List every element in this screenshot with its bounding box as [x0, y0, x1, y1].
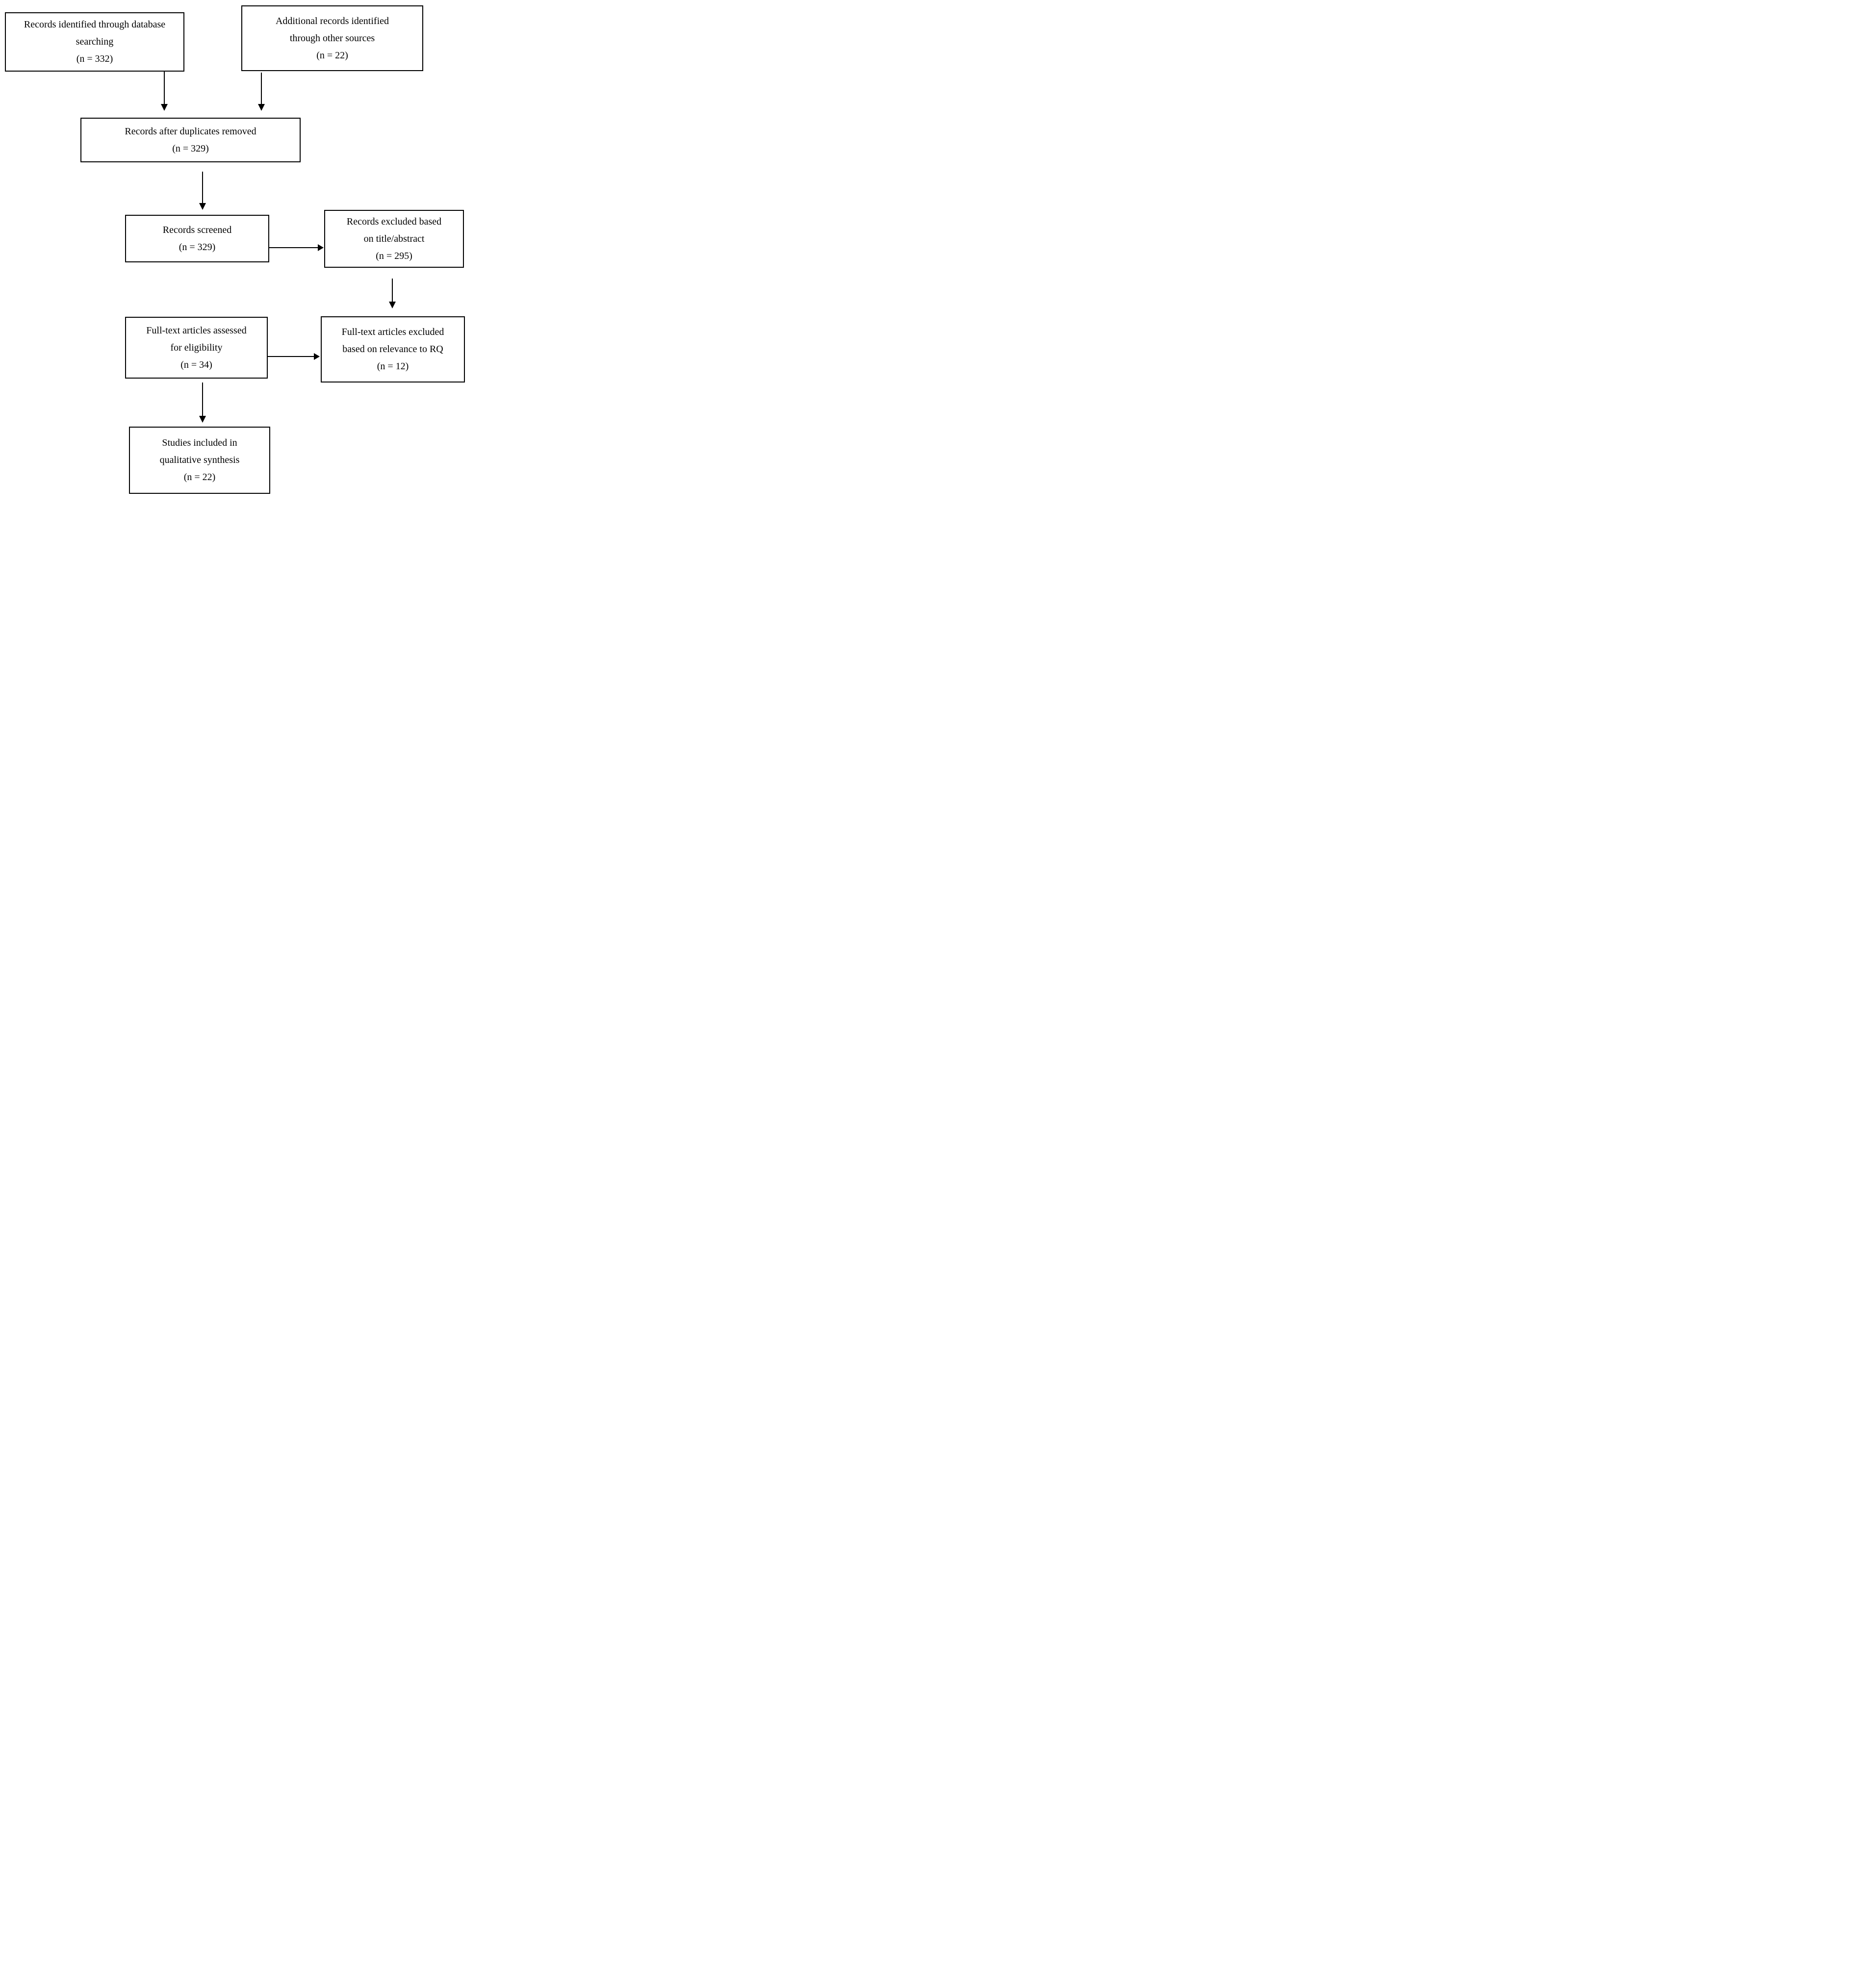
box-studies-included-qualitative: [129, 427, 270, 494]
box-count: (n = 332): [76, 53, 113, 64]
box-records-screened: [125, 215, 269, 262]
box-count: (n = 34): [180, 359, 212, 370]
box-text-line: on title/abstract: [363, 233, 425, 244]
box-count: (n = 12): [377, 361, 409, 372]
arrow-down-icon: [389, 302, 396, 308]
box-records-excluded-title-abstract: [324, 210, 464, 268]
box-text-line: for eligibility: [170, 342, 223, 353]
arrow-down-icon: [161, 104, 168, 111]
box-text-line: qualitative synthesis: [159, 455, 240, 465]
box-text-line: Records excluded based: [346, 216, 442, 227]
box-count: (n = 329): [172, 143, 209, 154]
box-text-line: based on relevance to RQ: [342, 344, 443, 355]
box-fulltext-articles-excluded: [321, 316, 465, 382]
arrow-down-icon: [258, 104, 265, 111]
box-fulltext-articles-assessed: [125, 317, 268, 379]
box-additional-records-other-sources: [241, 5, 423, 71]
box-text-line: Records screened: [162, 224, 232, 235]
box-text-line: Studies included in: [162, 437, 237, 448]
arrow-down-icon: [199, 416, 206, 423]
connector-screened-to-excluded-line: [269, 247, 318, 248]
box-records-identified-database: [5, 12, 184, 72]
box-records-after-duplicates-removed: [80, 118, 301, 162]
box-count: (n = 22): [183, 472, 216, 483]
connector-excluded-to-fulltext-excluded-line: [392, 279, 393, 302]
box-text-line: searching: [76, 36, 114, 47]
arrow-right-icon: [318, 244, 324, 251]
box-text-line: Records identified through database: [24, 19, 166, 30]
box-text-line: Full-text articles assessed: [146, 325, 247, 336]
connector-duplicates-to-screened-line: [202, 172, 203, 203]
box-text-line: Additional records identified: [275, 15, 389, 26]
prisma-flow-diagram: [0, 0, 467, 497]
connector-assessed-to-included-line: [202, 382, 203, 416]
connector-identified-to-duplicates-line: [164, 72, 165, 104]
box-text-line: through other sources: [289, 32, 375, 44]
box-text-line: Records after duplicates removed: [125, 126, 256, 137]
box-count: (n = 22): [316, 50, 348, 61]
arrow-right-icon: [314, 353, 320, 360]
box-count: (n = 329): [179, 241, 216, 253]
box-count: (n = 295): [376, 250, 412, 261]
arrow-down-icon: [199, 203, 206, 210]
connector-other-sources-to-duplicates-line: [261, 73, 262, 104]
connector-assessed-to-fulltext-excluded-line: [268, 356, 314, 357]
box-text-line: Full-text articles excluded: [341, 327, 444, 337]
